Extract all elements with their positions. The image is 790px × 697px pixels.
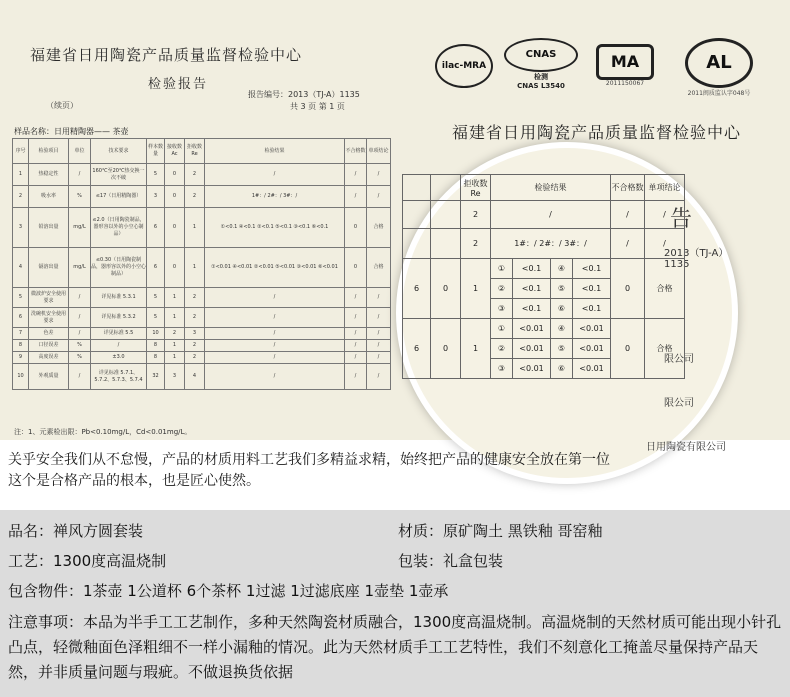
mag-cd-cell: ① bbox=[491, 319, 513, 339]
table-row bbox=[13, 308, 391, 328]
table-cell-no: 9 bbox=[13, 352, 29, 364]
table-cell-no: 2 bbox=[13, 186, 29, 208]
table-cell-re: 2 bbox=[185, 308, 205, 328]
table-cell-re: 1 bbox=[185, 208, 205, 248]
mag-r2-fail: / bbox=[611, 229, 645, 259]
table-cell-no: 1 bbox=[13, 164, 29, 186]
table-cell-req: ±3.0 bbox=[91, 352, 147, 364]
report-page: 共 3 页 第 1 页 bbox=[290, 102, 345, 111]
table-row bbox=[13, 288, 391, 308]
table-cell-no: 10 bbox=[13, 364, 29, 390]
mag-cd-re: 1 bbox=[461, 319, 491, 379]
table-cell-fail: / bbox=[345, 308, 367, 328]
table-cell-unit: / bbox=[69, 288, 91, 308]
table-cell-unit: mg/L bbox=[69, 208, 91, 248]
table-cell-item: 色差 bbox=[29, 328, 69, 340]
table-cell-req: 详见标准 5.3.1 bbox=[91, 288, 147, 308]
table-cell-no: 8 bbox=[13, 340, 29, 352]
mag-header-fail: 不合格数 bbox=[611, 175, 645, 201]
mag-cd-cell: <0.01 bbox=[513, 359, 551, 379]
table-cell-item: 铅溶出量 bbox=[29, 208, 69, 248]
table-cell-concl: / bbox=[367, 340, 391, 352]
mag-pb-cell: ③ bbox=[491, 299, 513, 319]
mag-pb-concl: 合格 bbox=[645, 259, 685, 319]
table-cell-req: 160℃至20℃热交换一次不破 bbox=[91, 164, 147, 186]
table-cell-unit: mg/L bbox=[69, 248, 91, 288]
table-cell-n: 10 bbox=[147, 328, 165, 340]
mag-cd-cell: ⑤ bbox=[551, 339, 573, 359]
table-cell-result: / bbox=[205, 364, 345, 390]
table-cell-unit: / bbox=[69, 308, 91, 328]
mag-r1-re: 2 bbox=[461, 201, 491, 229]
table-cell-n: 3 bbox=[147, 186, 165, 208]
table-cell-ac: 0 bbox=[165, 164, 185, 186]
col-no: 序号 bbox=[13, 139, 29, 164]
table-row bbox=[13, 248, 391, 288]
table-cell-n: 6 bbox=[147, 208, 165, 248]
mag-pb-n: 6 bbox=[403, 259, 431, 319]
product-craft: 工艺：1300度高温烧制 bbox=[8, 552, 167, 570]
cnas-code: CNAS L3540 bbox=[517, 82, 565, 90]
col-result: 检验结果 bbox=[205, 139, 345, 164]
table-cell-req: 详见标准 5.3.2 bbox=[91, 308, 147, 328]
table-cell-concl: / bbox=[367, 288, 391, 308]
table-cell-fail: / bbox=[345, 288, 367, 308]
mag-cd-row-1 bbox=[403, 319, 685, 339]
table-cell-req: 详见标准 5.5 bbox=[91, 328, 147, 340]
table-cell-item: 外观质量 bbox=[29, 364, 69, 390]
table-cell-re: 2 bbox=[185, 340, 205, 352]
table-cell-concl: / bbox=[367, 364, 391, 390]
mag-pb-re: 1 bbox=[461, 259, 491, 319]
safety-description bbox=[8, 450, 610, 492]
product-material: 材质：原矿陶土 黑铁釉 哥窑釉 bbox=[398, 522, 603, 540]
mag-header-re: 拒收数Re bbox=[461, 175, 491, 201]
mag-header-result: 检验结果 bbox=[491, 175, 611, 201]
table-cell-result: / bbox=[205, 340, 345, 352]
table-cell-re: 2 bbox=[185, 288, 205, 308]
table-cell-ac: 1 bbox=[165, 308, 185, 328]
mag-pb-cell: <0.1 bbox=[573, 299, 611, 319]
col-req: 技术要求 bbox=[91, 139, 147, 164]
table-cell-req: / bbox=[91, 340, 147, 352]
product-package: 包装：礼盒包装 bbox=[398, 552, 504, 570]
mag-side-no: 2013（TJ-A）1135 bbox=[664, 248, 729, 270]
mag-pb-cell: ⑥ bbox=[551, 299, 573, 319]
report-title: 福建省日用陶瓷产品质量监督检验中心 bbox=[30, 46, 303, 64]
mag-cd-cell: <0.01 bbox=[573, 339, 611, 359]
mag-header-row bbox=[403, 175, 685, 201]
mag-header-concl: 单项结论 bbox=[645, 175, 685, 201]
table-cell-ac: 0 bbox=[165, 186, 185, 208]
table-cell-re: 3 bbox=[185, 328, 205, 340]
mag-r1-result: / bbox=[491, 201, 611, 229]
table-cell-fail: / bbox=[345, 340, 367, 352]
mag-r2-concl: / bbox=[645, 229, 685, 259]
mag-pb-row-1 bbox=[403, 259, 685, 279]
report-number: 报告编号：2013（TJ-A）1135 bbox=[248, 90, 360, 99]
mag-row-2 bbox=[403, 229, 685, 259]
table-cell-concl: / bbox=[367, 328, 391, 340]
mag-cd-concl: 合格 bbox=[645, 319, 685, 379]
report-subtitle: 检验报告 bbox=[148, 77, 209, 92]
col-concl: 单项结论 bbox=[367, 139, 391, 164]
table-cell-unit: / bbox=[69, 364, 91, 390]
mag-cd-ac: 0 bbox=[431, 319, 461, 379]
mag-pb-cell: <0.1 bbox=[573, 259, 611, 279]
table-row bbox=[13, 364, 391, 390]
inspection-table bbox=[12, 138, 391, 390]
table-header-row bbox=[13, 139, 391, 164]
table-cell-fail: 0 bbox=[345, 208, 367, 248]
table-cell-no: 7 bbox=[13, 328, 29, 340]
table-cell-no: 5 bbox=[13, 288, 29, 308]
table-cell-req: ≤2.0（日用陶瓷制品，器形容以外的小空心制品） bbox=[91, 208, 147, 248]
table-cell-concl: 合格 bbox=[367, 248, 391, 288]
table-cell-concl: / bbox=[367, 352, 391, 364]
mag-cd-cell: ④ bbox=[551, 319, 573, 339]
mag-row-1 bbox=[403, 201, 685, 229]
mag-side-text: 告 bbox=[670, 207, 693, 232]
magnifier-circle bbox=[396, 142, 738, 484]
table-cell-ac: 3 bbox=[165, 364, 185, 390]
product-notes: 注意事项：本品为半手工工艺制作，多种天然陶瓷材质融合，1300度高温烧制。高温烧制的天然材质可能出现小针孔凸点，轻微釉面色泽粗细不一样小漏釉的情况。此为天然材质手工工艺特性，我们不刻意化工掩盖尽量保持产品天然，并非质量问题与瑕疵。不做退换货依据 bbox=[8, 613, 782, 681]
magnified-table bbox=[402, 174, 685, 379]
mag-company-2: 限公司 bbox=[664, 398, 694, 409]
mag-r2-re: 2 bbox=[461, 229, 491, 259]
ilac-mra-logo: ilac-MRA bbox=[435, 44, 493, 88]
cal-mark: AL bbox=[685, 38, 753, 88]
table-cell-result: / bbox=[205, 288, 345, 308]
table-cell-result: 1#：/ 2#：/ 3#：/ bbox=[205, 186, 345, 208]
table-cell-concl: / bbox=[367, 308, 391, 328]
mag-company-3: 日用陶瓷有限公司 bbox=[646, 442, 726, 453]
table-cell-re: 2 bbox=[185, 186, 205, 208]
table-cell-ac: 0 bbox=[165, 208, 185, 248]
table-cell-n: 8 bbox=[147, 352, 165, 364]
table-cell-item: 热稳定性 bbox=[29, 164, 69, 186]
table-cell-n: 8 bbox=[147, 340, 165, 352]
table-cell-result: ①<0.01 ④<0.01 ②<0.01 ⑤<0.01 ③<0.01 ⑥<0.01 bbox=[205, 248, 345, 288]
table-cell-ac: 1 bbox=[165, 288, 185, 308]
table-row bbox=[13, 164, 391, 186]
table-cell-re: 4 bbox=[185, 364, 205, 390]
col-ac: 接收数Ac bbox=[165, 139, 185, 164]
table-cell-concl: / bbox=[367, 186, 391, 208]
mag-pb-cell: <0.1 bbox=[513, 259, 551, 279]
table-cell-fail: / bbox=[345, 364, 367, 390]
table-row bbox=[13, 340, 391, 352]
table-cell-unit: % bbox=[69, 352, 91, 364]
product-contents: 包含物件：1茶壶 1公道杯 6个茶杯 1过滤 1过滤底座 1壶垫 1壶承 bbox=[8, 582, 449, 600]
mag-cd-cell: ③ bbox=[491, 359, 513, 379]
table-cell-no: 3 bbox=[13, 208, 29, 248]
mag-r1-fail: / bbox=[611, 201, 645, 229]
col-re: 拒收数Re bbox=[185, 139, 205, 164]
table-cell-n: 5 bbox=[147, 164, 165, 186]
mag-cd-cell: <0.01 bbox=[513, 339, 551, 359]
table-cell-fail: / bbox=[345, 328, 367, 340]
table-cell-re: 2 bbox=[185, 164, 205, 186]
table-cell-ac: 1 bbox=[165, 340, 185, 352]
table-row bbox=[13, 208, 391, 248]
report-footnote: 注：1、元素检出限：Pb<0.10mg/L，Cd<0.01mg/L。 bbox=[14, 428, 192, 436]
table-cell-unit: % bbox=[69, 340, 91, 352]
cal-logo bbox=[679, 38, 759, 97]
product-name: 品名：禅风方圆套装 bbox=[8, 522, 144, 540]
table-cell-unit: % bbox=[69, 186, 91, 208]
col-unit: 单位 bbox=[69, 139, 91, 164]
mag-pb-cell: ④ bbox=[551, 259, 573, 279]
certification-logos bbox=[435, 38, 775, 110]
mag-cd-cell: <0.01 bbox=[573, 359, 611, 379]
table-cell-result: / bbox=[205, 328, 345, 340]
mag-cd-cell: <0.01 bbox=[573, 319, 611, 339]
table-cell-re: 1 bbox=[185, 248, 205, 288]
report-continued: （续页） bbox=[46, 101, 78, 110]
table-cell-ac: 0 bbox=[165, 248, 185, 288]
table-cell-result: ①<0.1 ④<0.1 ②<0.1 ⑤<0.1 ③<0.1 ⑥<0.1 bbox=[205, 208, 345, 248]
cnas-mark: CNAS bbox=[504, 38, 578, 72]
table-cell-fail: / bbox=[345, 164, 367, 186]
table-cell-req: 详见标准 5.7.1、5.7.2、5.7.3、5.7.4 bbox=[91, 364, 147, 390]
sample-name: 样品名称：日用精陶器—— 茶壶 bbox=[14, 127, 129, 136]
mag-company-1: 限公司 bbox=[664, 354, 694, 365]
table-cell-ac: 2 bbox=[165, 328, 185, 340]
table-cell-req: ≤17（日用精陶器） bbox=[91, 186, 147, 208]
mag-pb-cell: ① bbox=[491, 259, 513, 279]
table-cell-result: / bbox=[205, 308, 345, 328]
mag-cd-fail: 0 bbox=[611, 319, 645, 379]
table-cell-ac: 1 bbox=[165, 352, 185, 364]
cma-caption: 2011150067 bbox=[605, 80, 645, 87]
table-cell-concl: 合格 bbox=[367, 208, 391, 248]
table-cell-n: 6 bbox=[147, 248, 165, 288]
mag-pb-fail: 0 bbox=[611, 259, 645, 319]
description-line-1: 关乎安全我们从不怠慢，产品的材质用料工艺我们多精益求精，始终把产品的健康安全放在第一位 bbox=[8, 452, 610, 468]
table-cell-result: / bbox=[205, 164, 345, 186]
table-cell-item: 高度误差 bbox=[29, 352, 69, 364]
cma-mark: MA bbox=[596, 44, 654, 80]
mag-pb-cell: ⑤ bbox=[551, 279, 573, 299]
table-cell-fail: / bbox=[345, 186, 367, 208]
table-cell-no: 4 bbox=[13, 248, 29, 288]
table-cell-item: 镉溶出量 bbox=[29, 248, 69, 288]
table-cell-no: 6 bbox=[13, 308, 29, 328]
mag-pb-cell: <0.1 bbox=[573, 279, 611, 299]
table-cell-fail: / bbox=[345, 352, 367, 364]
table-cell-n: 32 bbox=[147, 364, 165, 390]
mag-cd-cell: ② bbox=[491, 339, 513, 359]
mag-r1-concl: / bbox=[645, 201, 685, 229]
mag-pb-ac: 0 bbox=[431, 259, 461, 319]
table-row bbox=[13, 352, 391, 364]
mag-cd-cell: <0.01 bbox=[513, 319, 551, 339]
table-cell-n: 5 bbox=[147, 308, 165, 328]
col-item: 检验项目 bbox=[29, 139, 69, 164]
cnas-caption: 检测 bbox=[534, 73, 548, 81]
table-cell-item: 吸水率 bbox=[29, 186, 69, 208]
table-cell-concl: / bbox=[367, 164, 391, 186]
table-cell-fail: 0 bbox=[345, 248, 367, 288]
table-cell-unit: / bbox=[69, 328, 91, 340]
description-line-2: 这个是合格产品的根本，也是匠心使然。 bbox=[8, 473, 260, 489]
col-fail: 不合格数 bbox=[345, 139, 367, 164]
mag-cd-n: 6 bbox=[403, 319, 431, 379]
cal-caption: 2011闽质监认字048号 bbox=[687, 90, 751, 97]
mag-r2-result: 1#：/ 2#：/ 3#：/ bbox=[491, 229, 611, 259]
table-cell-req: ≤0.30（日用陶瓷制品，器形容以外的小空心制品） bbox=[91, 248, 147, 288]
table-cell-item: 微波炉安全使用要求 bbox=[29, 288, 69, 308]
table-cell-result: / bbox=[205, 352, 345, 364]
mag-pb-cell: <0.1 bbox=[513, 279, 551, 299]
cnas-logo bbox=[501, 38, 581, 90]
table-cell-re: 2 bbox=[185, 352, 205, 364]
table-row bbox=[13, 186, 391, 208]
table-cell-item: 口径误差 bbox=[29, 340, 69, 352]
table-cell-unit: / bbox=[69, 164, 91, 186]
table-row bbox=[13, 328, 391, 340]
mag-cd-cell: ⑥ bbox=[551, 359, 573, 379]
product-info-panel bbox=[0, 510, 790, 697]
report-title-right: 福建省日用陶瓷产品质量监督检验中心 bbox=[452, 123, 742, 142]
mag-pb-cell: ② bbox=[491, 279, 513, 299]
cma-logo bbox=[593, 44, 657, 87]
table-cell-n: 5 bbox=[147, 288, 165, 308]
table-cell-item: 洗碗机安全使用要求 bbox=[29, 308, 69, 328]
col-n: 样本数量 bbox=[147, 139, 165, 164]
mag-pb-cell: <0.1 bbox=[513, 299, 551, 319]
